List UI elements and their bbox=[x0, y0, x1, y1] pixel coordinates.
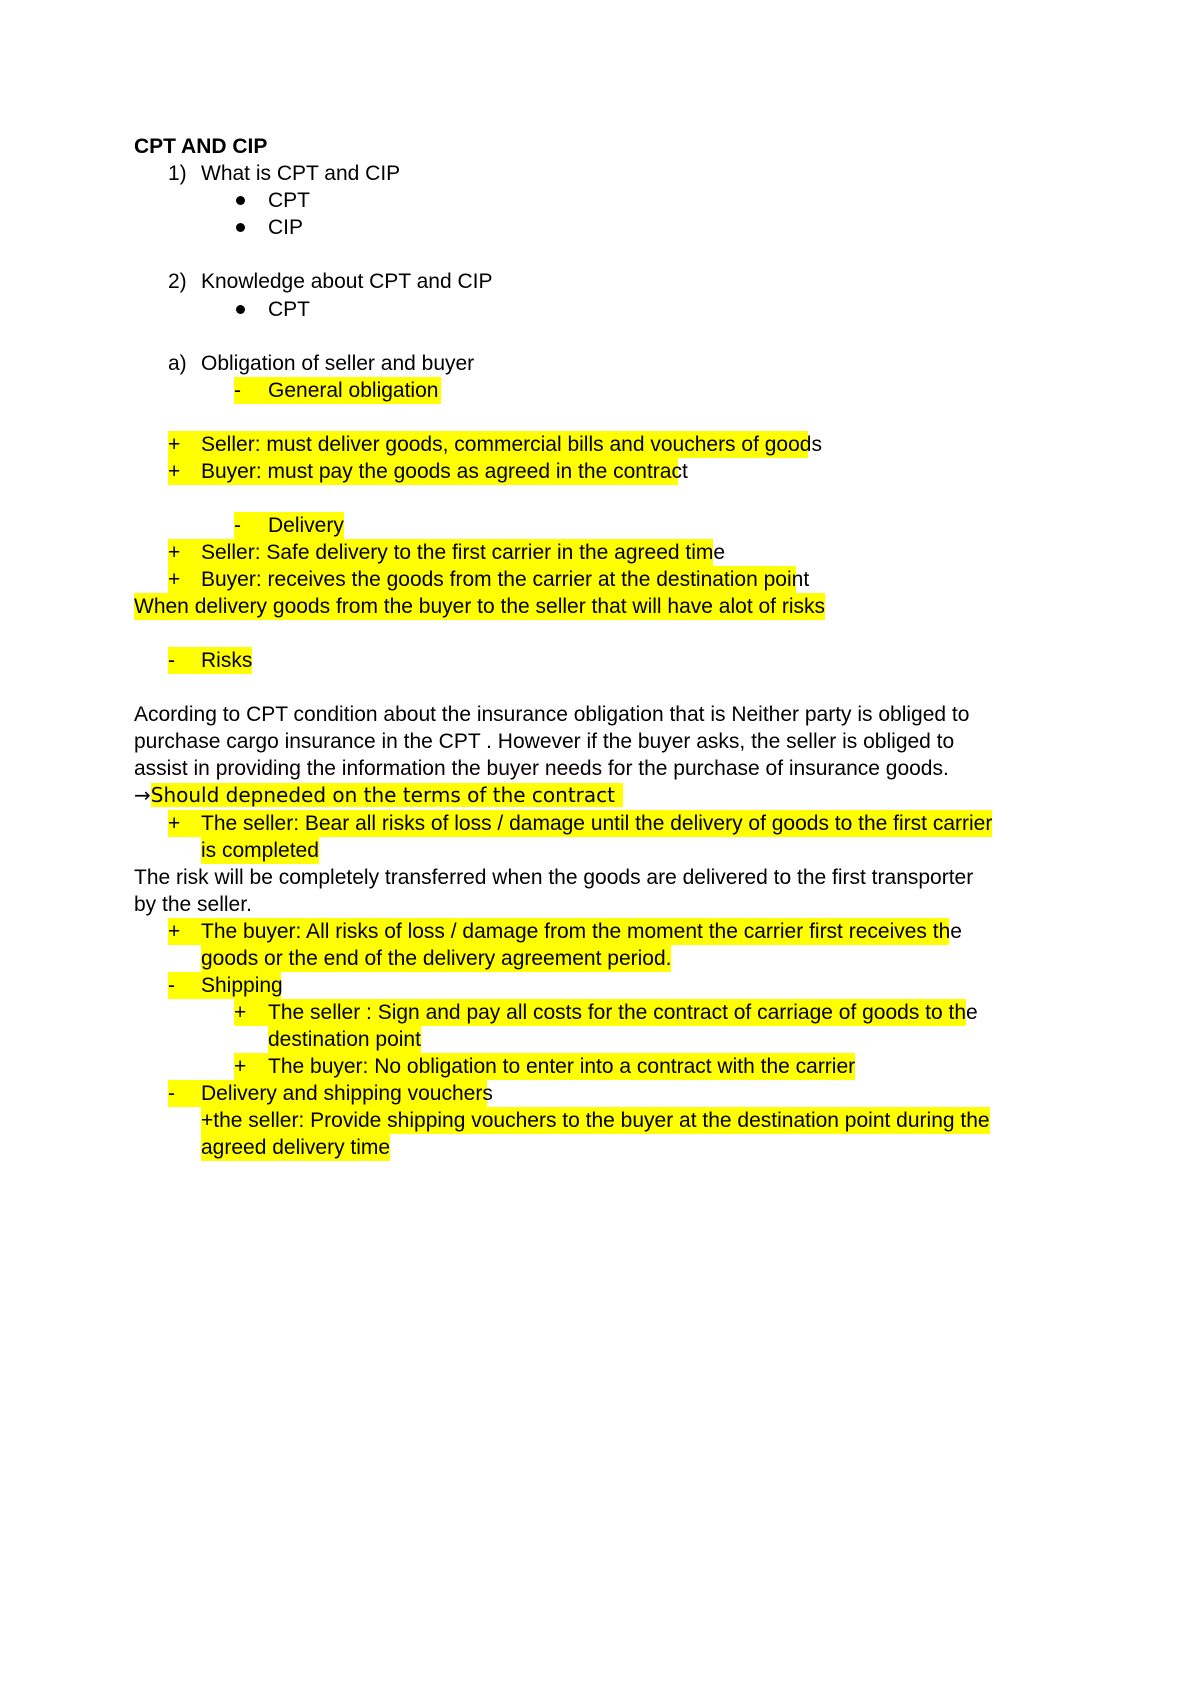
arrow-conclusion-line bbox=[134, 782, 623, 809]
arrow-conclusion-text: Should depneded on the terms of the contract bbox=[151, 783, 623, 807]
general-seller-text: Seller: must deliver goods, commercial bills and vouchers of goods bbox=[201, 433, 822, 456]
sub-a-number: a) bbox=[168, 352, 187, 375]
risks-seller-text: The seller: Bear all risks of loss / damage until the delivery of goods to the first carrier bbox=[201, 812, 993, 835]
delivery-buyer-text: Buyer: receives the goods from the carrier at the destination point bbox=[201, 568, 810, 591]
section-1-bullet: CPT bbox=[268, 189, 310, 212]
shipping-line bbox=[168, 972, 281, 999]
plus-marker: + bbox=[168, 918, 201, 945]
dash-marker: - bbox=[234, 379, 241, 402]
plus-marker: + bbox=[168, 810, 201, 837]
general-obligation-label: General obligation bbox=[268, 379, 439, 402]
risks-buyer-text: goods or the end of the delivery agreement period. bbox=[201, 947, 672, 970]
general-obligation-line bbox=[234, 377, 441, 404]
plus-marker: + bbox=[168, 460, 181, 483]
dash-marker: - bbox=[168, 649, 175, 672]
vouchers-label: Delivery and shipping vouchers bbox=[201, 1082, 493, 1105]
section-1-bullet: CIP bbox=[268, 216, 304, 239]
delivery-buyer-item bbox=[168, 566, 810, 593]
bullet-dot-icon bbox=[236, 305, 245, 314]
risks-paragraph-line: Acording to CPT condition about the insurance obligation that is Neither party is obliged to bbox=[134, 703, 970, 726]
plus-marker: + bbox=[234, 1053, 268, 1080]
plus-marker: + bbox=[168, 541, 181, 564]
delivery-note: When delivery goods from the buyer to the seller that will have alot of risks bbox=[134, 595, 825, 618]
shipping-buyer-text: The buyer: No obligation to enter into a contract with the carrier bbox=[268, 1055, 856, 1078]
general-buyer-item bbox=[168, 458, 688, 485]
general-buyer-text: Buyer: must pay the goods as agreed in the contract bbox=[201, 460, 688, 483]
vouchers-text: agreed delivery time bbox=[201, 1136, 391, 1159]
delivery-seller-item bbox=[168, 539, 726, 566]
delivery-seller-text: Seller: Safe delivery to the first carrier in the agreed time bbox=[201, 541, 726, 564]
shipping-label: Shipping bbox=[201, 974, 283, 997]
risks-paragraph-line: assist in providing the information the buyer needs for the purchase of insurance goods. bbox=[134, 757, 949, 780]
vouchers-line bbox=[168, 1080, 493, 1107]
dash-marker: - bbox=[168, 1082, 175, 1105]
bullet-dot-icon bbox=[236, 223, 245, 232]
delivery-label: Delivery bbox=[268, 514, 344, 537]
doc-title: CPT AND CIP bbox=[134, 135, 268, 158]
dash-marker: - bbox=[234, 514, 241, 537]
dash-marker: - bbox=[168, 974, 175, 997]
risks-label: Risks bbox=[201, 649, 253, 672]
section-2-number: 2) bbox=[168, 270, 187, 293]
shipping-seller-text: destination point bbox=[268, 1028, 421, 1051]
plus-marker: + bbox=[168, 568, 181, 591]
right-arrow-icon: → bbox=[134, 783, 151, 807]
risks-seller-text: is completed bbox=[201, 839, 319, 862]
risks-buyer-text: The buyer: All risks of loss / damage from the moment the carrier first receives the bbox=[201, 920, 962, 943]
risks-line bbox=[168, 647, 252, 674]
shipping-seller-text: The seller : Sign and pay all costs for the contract of carriage of goods to the bbox=[268, 1001, 978, 1024]
risks-transfer-line: by the seller. bbox=[134, 893, 252, 916]
section-1-heading: What is CPT and CIP bbox=[201, 162, 401, 185]
risks-paragraph-line: purchase cargo insurance in the CPT . However if the buyer asks, the seller is obliged to bbox=[134, 730, 955, 753]
delivery-line bbox=[234, 512, 344, 539]
plus-marker: + bbox=[168, 433, 181, 456]
general-seller-item bbox=[168, 431, 822, 458]
bullet-dot-icon bbox=[236, 196, 245, 205]
vouchers-text: +the seller: Provide shipping vouchers to the buyer at the destination point during the bbox=[201, 1109, 990, 1132]
section-1-number: 1) bbox=[168, 162, 187, 185]
plus-marker: + bbox=[234, 999, 268, 1026]
section-2-bullet: CPT bbox=[268, 298, 310, 321]
section-2-heading: Knowledge about CPT and CIP bbox=[201, 270, 493, 293]
sub-a-heading: Obligation of seller and buyer bbox=[201, 352, 475, 375]
risks-transfer-line: The risk will be completely transferred when the goods are delivered to the first transporter bbox=[134, 866, 974, 889]
